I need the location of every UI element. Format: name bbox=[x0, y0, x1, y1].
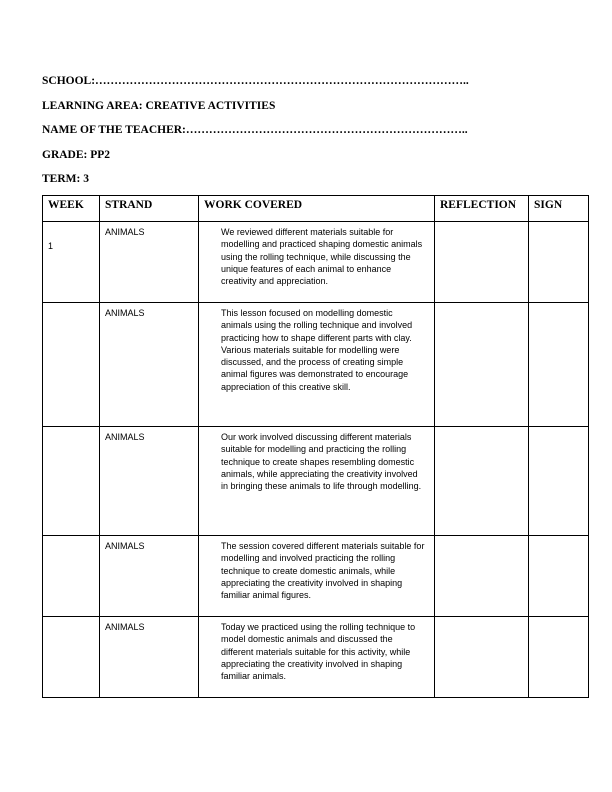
work-covered-cell: We reviewed different materials suitable for modelling and practiced shaping domestic animals using the rolling technique, while discussing the unique features of each animal to enhance creativity and appreciation. bbox=[199, 222, 435, 303]
sign-cell bbox=[529, 427, 589, 536]
week-cell bbox=[43, 303, 100, 427]
reflection-cell bbox=[435, 222, 529, 303]
table-row bbox=[43, 222, 589, 303]
reflection-cell bbox=[435, 536, 529, 617]
column-header-strand: STRAND bbox=[100, 196, 199, 222]
term-heading: TERM: 3 bbox=[42, 173, 89, 185]
strand-cell: ANIMALS bbox=[100, 617, 199, 698]
table-row bbox=[43, 617, 589, 698]
table-row bbox=[43, 303, 589, 427]
reflection-cell bbox=[435, 427, 529, 536]
work-covered-cell: Our work involved discussing different materials suitable for modelling and practicing the rolling technique to create shapes resembling domestic animals, while appreciating the creativity involved in bringing these animals to life through modelling. bbox=[199, 427, 435, 536]
column-header-week: WEEK bbox=[43, 196, 100, 222]
column-header-work-covered: WORK COVERED bbox=[199, 196, 435, 222]
learning-area-heading: LEARNING AREA: CREATIVE ACTIVITIES bbox=[42, 100, 276, 112]
week-cell bbox=[43, 427, 100, 536]
sign-cell bbox=[529, 536, 589, 617]
strand-cell: ANIMALS bbox=[100, 222, 199, 303]
work-covered-cell: This lesson focused on modelling domestic animals using the rolling technique and involved practicing how to shape different parts with clay. Various materials suitable for modelling were discussed, and the process of creating simple animal figures was demonstrated to encourage appreciation of this creative skill. bbox=[199, 303, 435, 427]
column-header-sign: SIGN bbox=[529, 196, 589, 222]
record-of-work-table bbox=[42, 195, 589, 698]
strand-cell: ANIMALS bbox=[100, 303, 199, 427]
table-row bbox=[43, 536, 589, 617]
work-covered-cell: Today we practiced using the rolling technique to model domestic animals and discussed the different materials suitable for this activity, while appreciating the creativity involved in shaping familiar animals. bbox=[199, 617, 435, 698]
week-cell: 1 bbox=[43, 222, 100, 303]
week-cell bbox=[43, 536, 100, 617]
table-header-row bbox=[43, 196, 589, 222]
grade-heading: GRADE: PP2 bbox=[42, 149, 111, 161]
table-row bbox=[43, 427, 589, 536]
week-cell bbox=[43, 617, 100, 698]
strand-cell: ANIMALS bbox=[100, 427, 199, 536]
reflection-cell bbox=[435, 303, 529, 427]
sign-cell bbox=[529, 222, 589, 303]
sign-cell bbox=[529, 617, 589, 698]
work-covered-cell: The session covered different materials suitable for modelling and involved practicing the rolling technique to create domestic animals, while appreciating the creativity involved in shaping familiar animal figures. bbox=[199, 536, 435, 617]
sign-cell bbox=[529, 303, 589, 427]
reflection-cell bbox=[435, 617, 529, 698]
strand-cell: ANIMALS bbox=[100, 536, 199, 617]
teacher-name-field: NAME OF THE TEACHER:……………………………………………………………….. bbox=[42, 124, 468, 136]
column-header-reflection: REFLECTION bbox=[435, 196, 529, 222]
school-field: SCHOOL:…………………………………………………………………………………….. bbox=[42, 75, 469, 87]
